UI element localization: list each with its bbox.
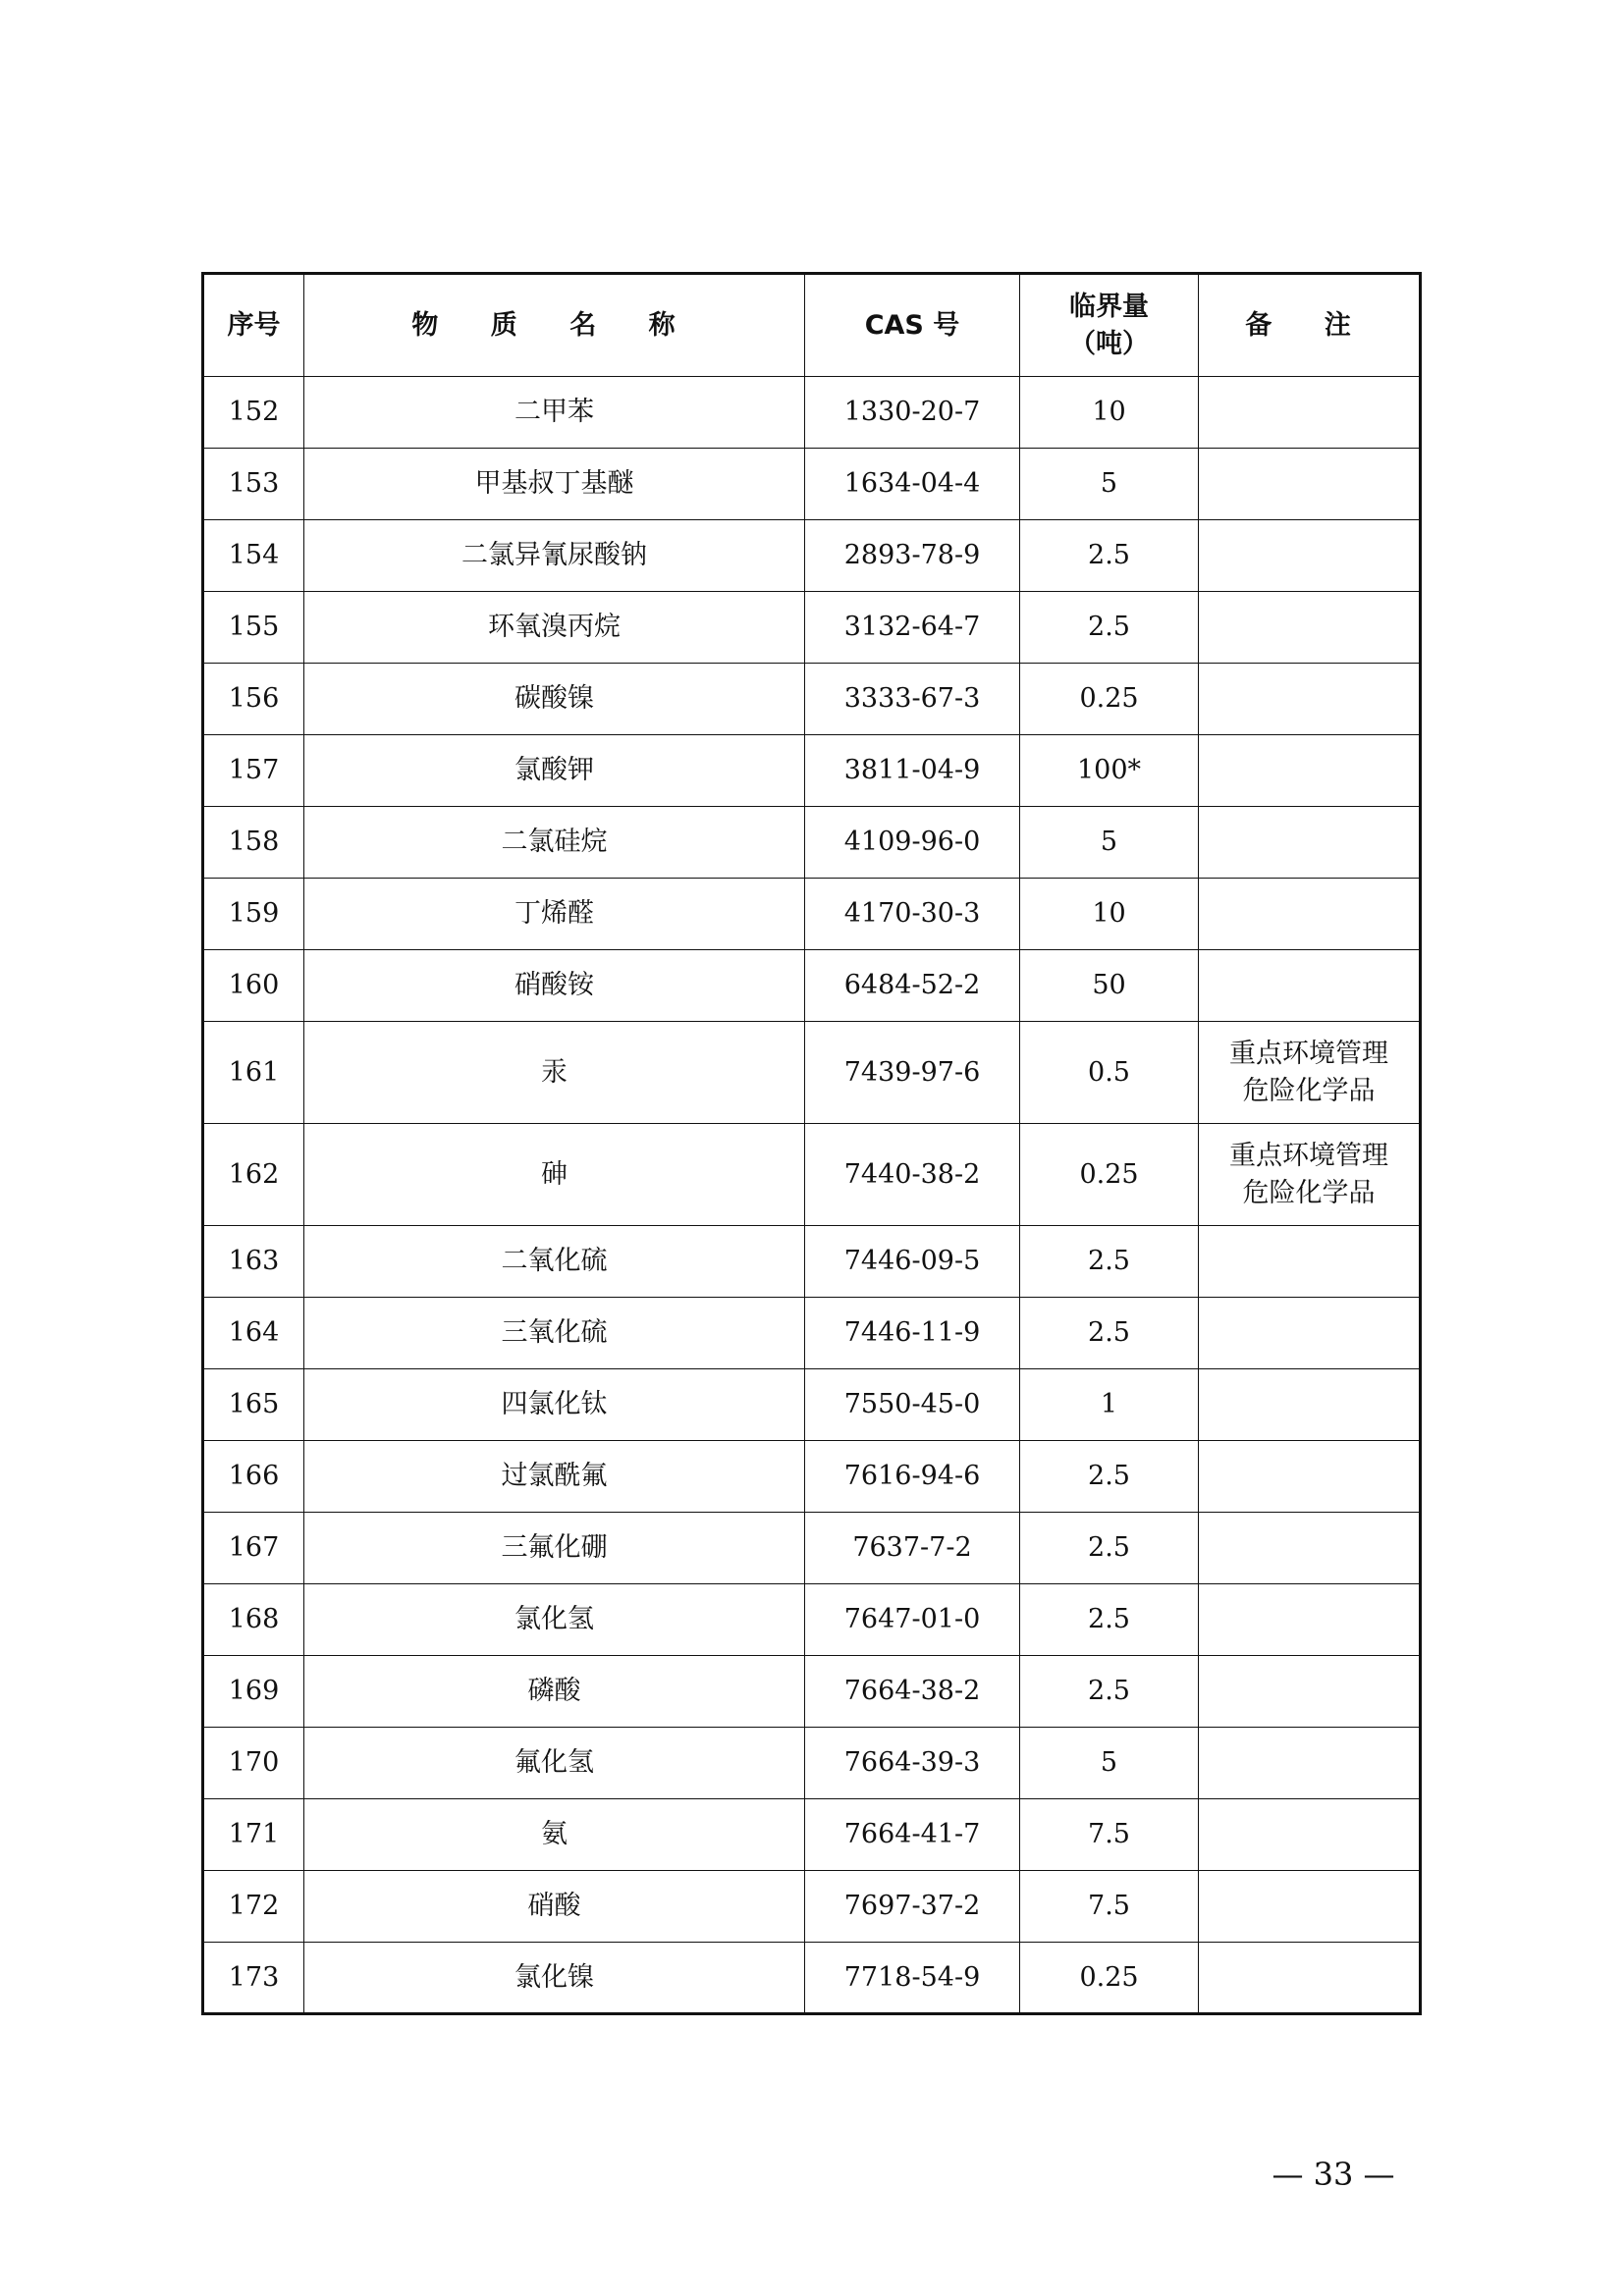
cell-remark: [1199, 1124, 1421, 1226]
cell-threshold: 1: [1020, 1369, 1199, 1441]
cell-threshold: 100*: [1020, 735, 1199, 807]
header-threshold-line1: 临界量: [1069, 291, 1149, 322]
cell-threshold: 7.5: [1020, 1799, 1199, 1871]
table-row: [203, 1226, 1421, 1298]
cell-name: 二氯异氰尿酸钠: [304, 520, 805, 592]
cell-index: 156: [203, 664, 304, 735]
table-row: [203, 735, 1421, 807]
header-name: 物 质 名 称: [304, 274, 805, 377]
cell-threshold: 0.5: [1020, 1022, 1199, 1124]
cell-threshold: 5: [1020, 807, 1199, 879]
cell-index: 154: [203, 520, 304, 592]
cell-remark: [1199, 664, 1421, 735]
cell-name: 硝酸铵: [304, 950, 805, 1022]
cell-index: 171: [203, 1799, 304, 1871]
cell-name: 氟化氢: [304, 1728, 805, 1799]
cell-index: 168: [203, 1584, 304, 1656]
cell-name: 甲基叔丁基醚: [304, 449, 805, 520]
cell-name: 碳酸镍: [304, 664, 805, 735]
cell-cas: 4170-30-3: [805, 879, 1020, 950]
cell-remark-line2: 危险化学品: [1242, 1177, 1376, 1208]
table-row: [203, 1871, 1421, 1943]
cell-cas: 7637-7-2: [805, 1513, 1020, 1584]
table-row: [203, 377, 1421, 449]
cell-name: 三氧化硫: [304, 1298, 805, 1369]
cell-cas: 7446-09-5: [805, 1226, 1020, 1298]
cell-remark: [1199, 377, 1421, 449]
cell-name: 丁烯醛: [304, 879, 805, 950]
cell-remark: [1199, 1369, 1421, 1441]
table-row: [203, 1124, 1421, 1226]
cell-threshold: 10: [1020, 879, 1199, 950]
table-row: [203, 1656, 1421, 1728]
cell-cas: 7550-45-0: [805, 1369, 1020, 1441]
cell-index: 159: [203, 879, 304, 950]
table-row: [203, 879, 1421, 950]
cell-index: 157: [203, 735, 304, 807]
cell-remark: [1199, 735, 1421, 807]
cell-threshold: 5: [1020, 449, 1199, 520]
cell-remark-line1: 重点环境管理: [1229, 1038, 1388, 1069]
cell-index: 162: [203, 1124, 304, 1226]
cell-threshold: 2.5: [1020, 592, 1199, 664]
table-row: [203, 950, 1421, 1022]
cell-threshold: 2.5: [1020, 520, 1199, 592]
cell-cas: 1634-04-4: [805, 449, 1020, 520]
cell-cas: 7647-01-0: [805, 1584, 1020, 1656]
cell-name: 二氯硅烷: [304, 807, 805, 879]
cell-name: 氯化镍: [304, 1943, 805, 2014]
cell-remark-line1: 重点环境管理: [1229, 1140, 1388, 1171]
table-row: [203, 1943, 1421, 2014]
cell-remark: [1199, 1799, 1421, 1871]
table-row: [203, 1369, 1421, 1441]
table-row: [203, 1513, 1421, 1584]
cell-name: 磷酸: [304, 1656, 805, 1728]
cell-index: 172: [203, 1871, 304, 1943]
cell-cas: 7439-97-6: [805, 1022, 1020, 1124]
header-cas: CAS 号: [805, 274, 1020, 377]
cell-remark: [1199, 1226, 1421, 1298]
cell-cas: 7440-38-2: [805, 1124, 1020, 1226]
cell-index: 164: [203, 1298, 304, 1369]
cell-remark: [1199, 950, 1421, 1022]
cell-remark: [1199, 1728, 1421, 1799]
cell-index: 165: [203, 1369, 304, 1441]
cell-name: 氨: [304, 1799, 805, 1871]
cell-name: 硝酸: [304, 1871, 805, 1943]
cell-threshold: 2.5: [1020, 1656, 1199, 1728]
table-row: [203, 1022, 1421, 1124]
cell-threshold: 5: [1020, 1728, 1199, 1799]
cell-index: 161: [203, 1022, 304, 1124]
cell-index: 152: [203, 377, 304, 449]
table-row: [203, 1441, 1421, 1513]
cell-threshold: 50: [1020, 950, 1199, 1022]
cell-cas: 7664-41-7: [805, 1799, 1020, 1871]
table-row: [203, 664, 1421, 735]
cell-name: 二氧化硫: [304, 1226, 805, 1298]
table-row: [203, 1298, 1421, 1369]
cell-cas: 7664-38-2: [805, 1656, 1020, 1728]
table-header-row: [203, 274, 1421, 377]
table-row: [203, 520, 1421, 592]
cell-threshold: 2.5: [1020, 1513, 1199, 1584]
page-number: — 33 —: [1272, 2156, 1395, 2193]
cell-threshold: 10: [1020, 377, 1199, 449]
table-row: [203, 1584, 1421, 1656]
cell-index: 160: [203, 950, 304, 1022]
cell-cas: 7664-39-3: [805, 1728, 1020, 1799]
cell-cas: 7718-54-9: [805, 1943, 1020, 2014]
cell-remark: [1199, 592, 1421, 664]
cell-cas: 1330-20-7: [805, 377, 1020, 449]
header-threshold-line2: （吨）: [1069, 328, 1149, 359]
cell-cas: 2893-78-9: [805, 520, 1020, 592]
cell-remark: [1199, 1513, 1421, 1584]
cell-name: 二甲苯: [304, 377, 805, 449]
cell-name: 砷: [304, 1124, 805, 1226]
cell-cas: 3132-64-7: [805, 592, 1020, 664]
cell-cas: 7616-94-6: [805, 1441, 1020, 1513]
cell-cas: 3333-67-3: [805, 664, 1020, 735]
cell-name: 三氟化硼: [304, 1513, 805, 1584]
cell-remark: [1199, 1441, 1421, 1513]
cell-name: 环氧溴丙烷: [304, 592, 805, 664]
cell-threshold: 2.5: [1020, 1584, 1199, 1656]
cell-threshold: 2.5: [1020, 1441, 1199, 1513]
cell-name: 汞: [304, 1022, 805, 1124]
table-row: [203, 592, 1421, 664]
cell-name: 四氯化钛: [304, 1369, 805, 1441]
cell-index: 169: [203, 1656, 304, 1728]
cell-remark-line2: 危险化学品: [1242, 1075, 1376, 1106]
table-row: [203, 807, 1421, 879]
cell-remark: [1199, 520, 1421, 592]
cell-cas: 6484-52-2: [805, 950, 1020, 1022]
cell-threshold: 2.5: [1020, 1298, 1199, 1369]
cell-remark: [1199, 1584, 1421, 1656]
cell-index: 167: [203, 1513, 304, 1584]
substance-table: [201, 272, 1422, 2015]
table-row: [203, 449, 1421, 520]
header-threshold: [1020, 274, 1199, 377]
cell-threshold: 2.5: [1020, 1226, 1199, 1298]
cell-threshold: 0.25: [1020, 664, 1199, 735]
cell-remark: [1199, 879, 1421, 950]
header-remark: 备 注: [1199, 274, 1421, 377]
cell-remark: [1199, 1656, 1421, 1728]
cell-name: 氯酸钾: [304, 735, 805, 807]
cell-remark: [1199, 449, 1421, 520]
cell-cas: 7446-11-9: [805, 1298, 1020, 1369]
cell-name: 氯化氢: [304, 1584, 805, 1656]
cell-index: 163: [203, 1226, 304, 1298]
table-row: [203, 1728, 1421, 1799]
header-index: 序号: [203, 274, 304, 377]
cell-cas: 4109-96-0: [805, 807, 1020, 879]
cell-threshold: 7.5: [1020, 1871, 1199, 1943]
cell-remark: [1199, 1871, 1421, 1943]
cell-index: 158: [203, 807, 304, 879]
cell-name: 过氯酰氟: [304, 1441, 805, 1513]
cell-index: 155: [203, 592, 304, 664]
substance-table-container: [201, 272, 1419, 2015]
cell-remark: [1199, 1943, 1421, 2014]
cell-cas: 3811-04-9: [805, 735, 1020, 807]
cell-index: 173: [203, 1943, 304, 2014]
cell-cas: 7697-37-2: [805, 1871, 1020, 1943]
cell-threshold: 0.25: [1020, 1943, 1199, 2014]
table-row: [203, 1799, 1421, 1871]
cell-index: 170: [203, 1728, 304, 1799]
cell-index: 166: [203, 1441, 304, 1513]
cell-remark: [1199, 807, 1421, 879]
cell-remark: [1199, 1298, 1421, 1369]
cell-index: 153: [203, 449, 304, 520]
cell-threshold: 0.25: [1020, 1124, 1199, 1226]
cell-remark: [1199, 1022, 1421, 1124]
